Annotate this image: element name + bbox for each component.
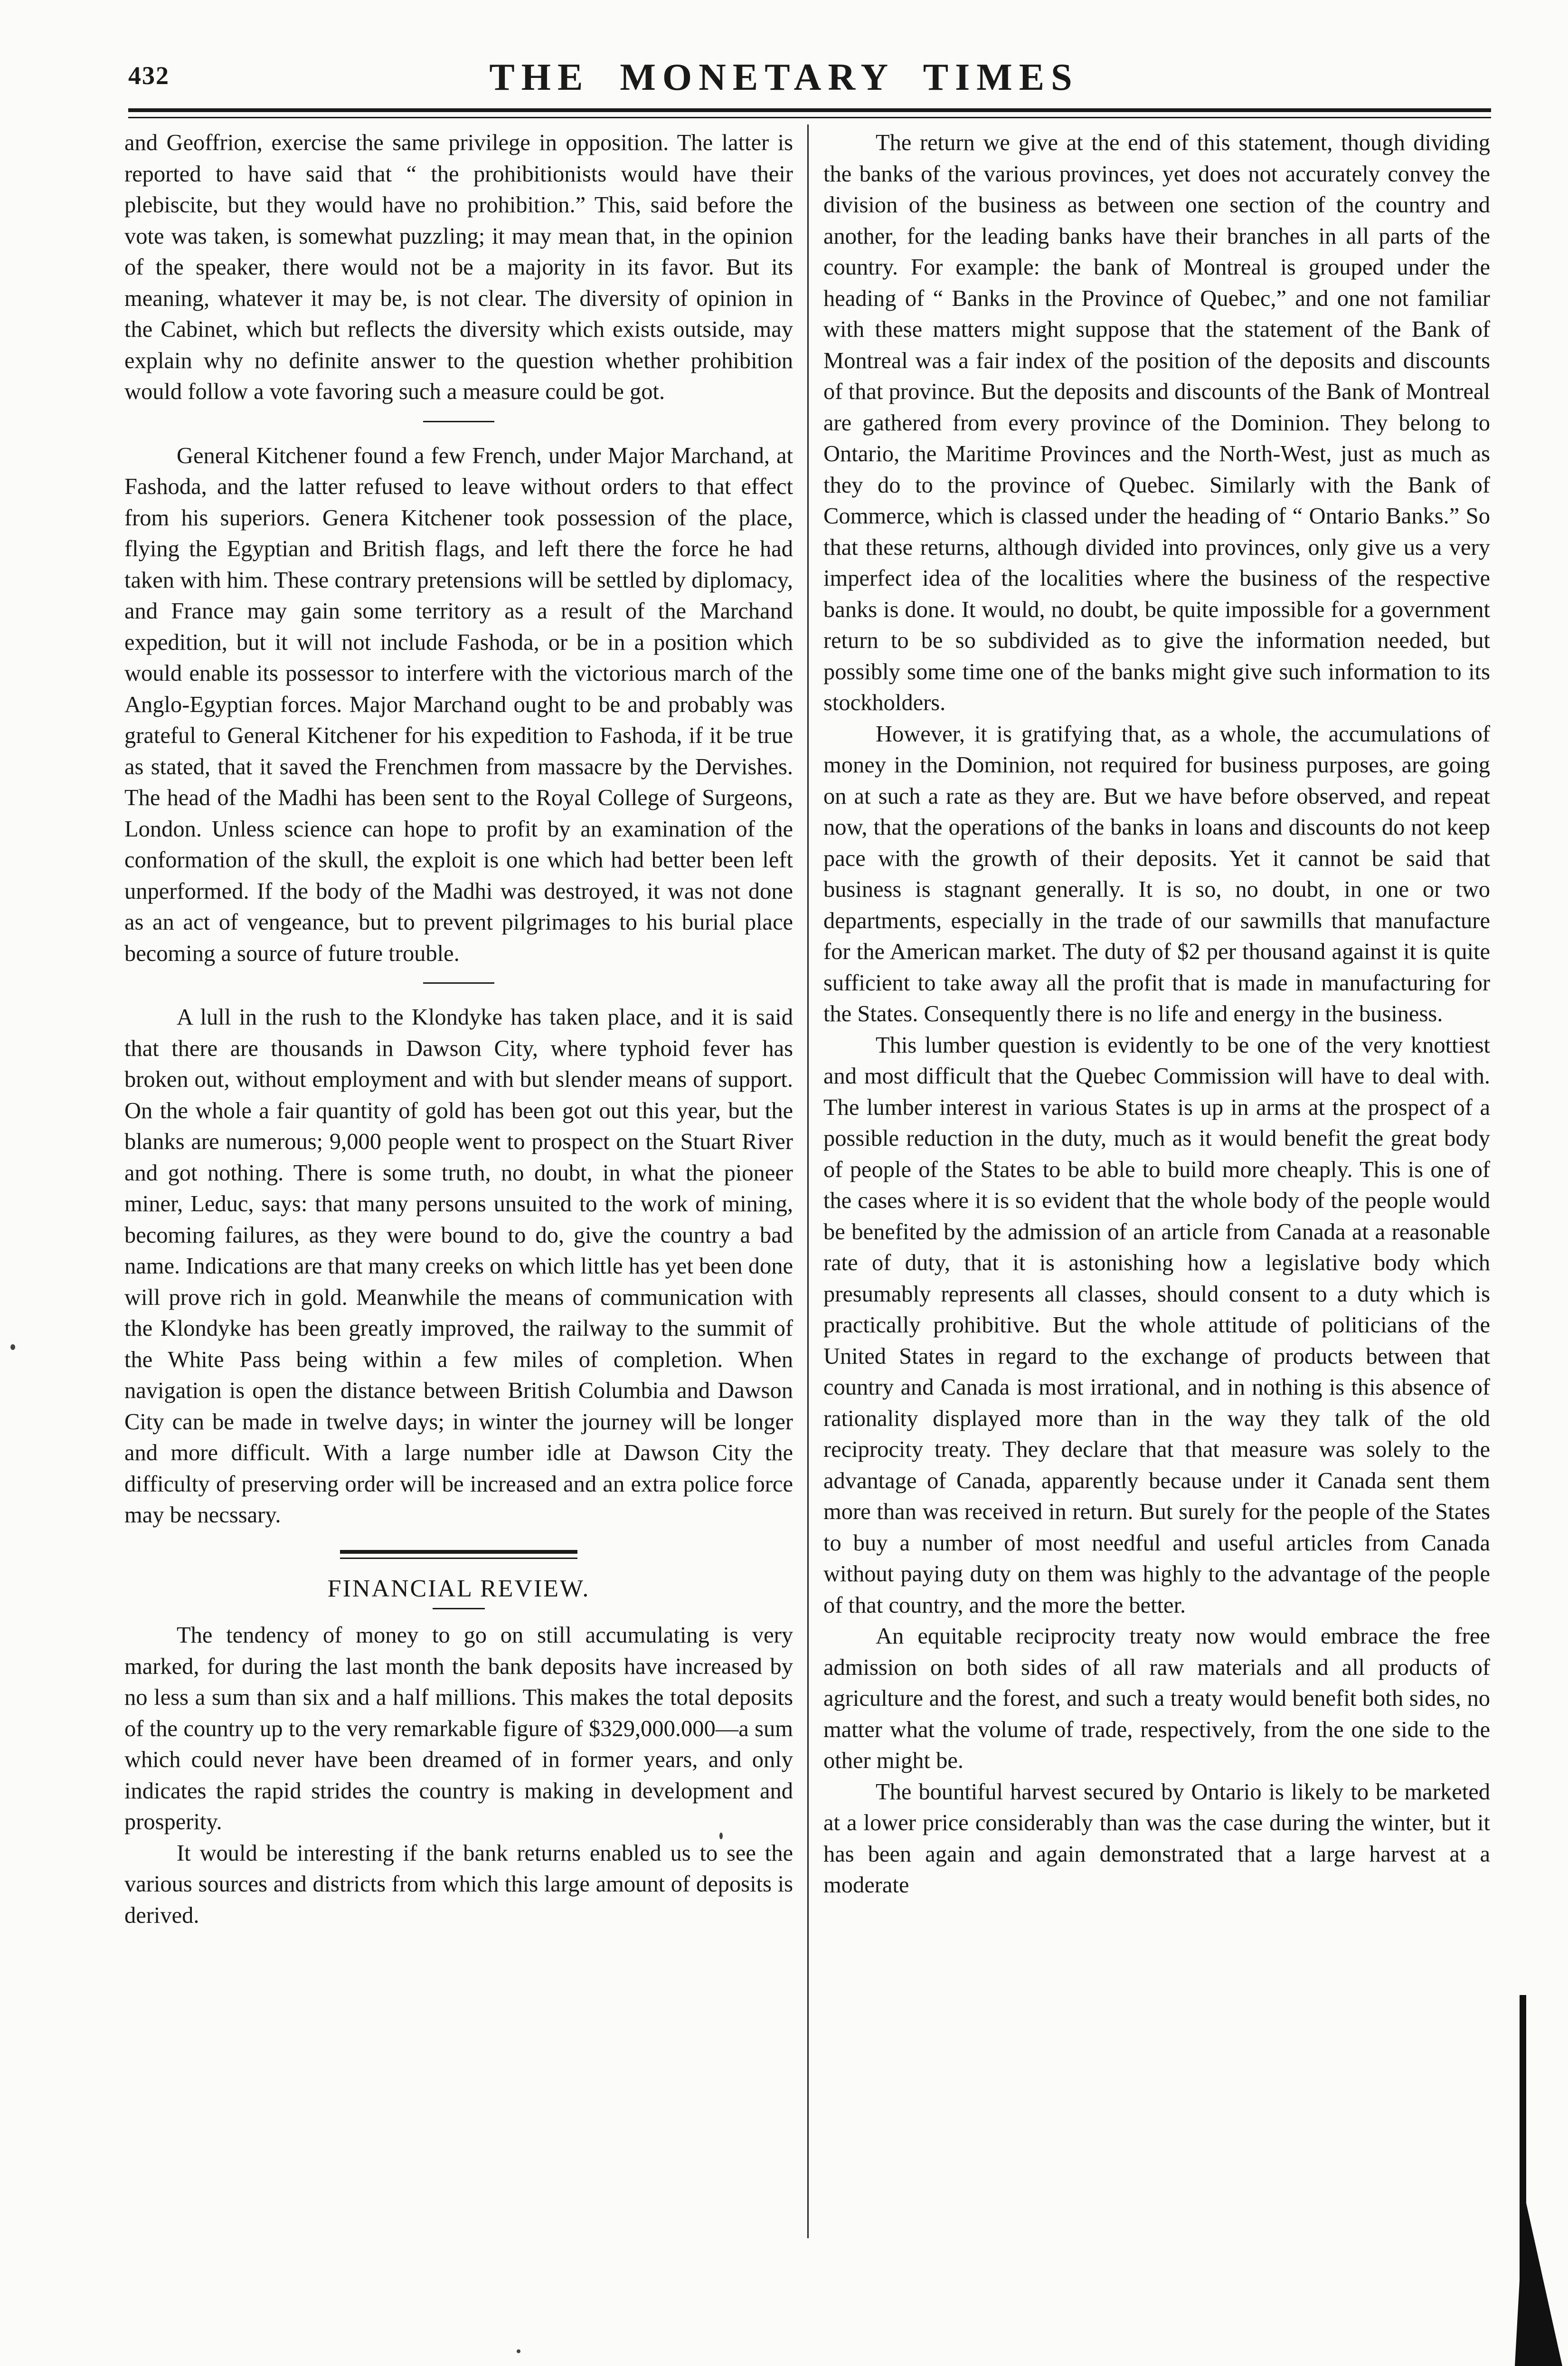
lumber-question-paragraph: This lumber question is evidently to be one of the very knottiest and most difficult that the Quebec Commission will have to deal with. The lumber interest in various States is up in arms at the prospect of a possible reduction in the duty, much as it would benefit the great body of people of the States to be able to build more cheaply. This is one of the cases where it is so evident that the whole body of the people would be benefited by the admission of an article from Canada at a reasonable rate of duty, that it is astonishing how a legislative body which presumably represents all classes, should consent to a duty which is practically prohibitive. But the whole attitude of politicians of the United States in regard to the exchange of products between that country and Canada is most irrational, and in nothing is this absence of rationality displayed more than in the way they talk of the old reciprocity treaty. They declare that that measure was solely to the advantage of Canada, apparently because under it Canada sent them more than was received in return. But surely for the people of the States to buy a number of most needful and useful articles from Canada without paying duty on them was highly to the advantage of the people of that country, and the more the better. (823, 1032, 1490, 1618)
financial-review-heading: FINANCIAL REVIEW. (327, 1575, 590, 1602)
section-divider (423, 421, 494, 422)
article-separator (340, 1550, 577, 1559)
article-prohibition-paragraph: and Geoffrion, exercise the same privilege in opposition. The latter is reported to have said that “ the prohibitionists would have their plebiscite, but they would have no prohibition.” This, said before the vote was taken, is somewhat puzzling; it may mean that, in the opinion of the speaker, there would not be a majority in its favor. But its meaning, whatever it may be, is not clear. The diversity of opinion in the Cabinet, which but reflects the diversity which exists outside, may explain why no definite answer to the question whether prohibition would follow a vote favoring such a measure could be got. (124, 130, 793, 404)
masthead-title: THE MONETARY TIMES (489, 57, 1079, 98)
financial-review-paragraph: It would be interesting if the bank returns enabled us to see the various sources and districts from which this large amount of deposits is derived. (124, 1840, 793, 1928)
reciprocity-paragraph: An equitable reciprocity treaty now would embrace the free admission on both sides of all raw materials and all products of agriculture and the forest, and such a treaty would benefit both sides, no matter what the volume of trade, respectively, from the one side to the other might be. (823, 1624, 1490, 1773)
section-divider (423, 982, 494, 984)
harvest-paragraph: The bountiful harvest secured by Ontario is likely to be marketed at a lower price considerably than was the case during the winter, but it has been again and again demonstrated that a large harvest at a moderate (823, 1779, 1490, 1898)
header-rule-thick (128, 108, 1491, 112)
binding-edge-shadow (1515, 2195, 1562, 2366)
article-klondyke-paragraph: A lull in the rush to the Klondyke has taken place, and it is said that there are thousands in Dawson City, where typhoid fever has broken out, without employment and with but slender means of support. On the whole a fair quantity of gold has been got out this year, but the blanks are numerous; 9,000 people went to prospect on the Stuart River and got nothing. There is some truth, no doubt, in what the pioneer miner, Leduc, says: that many persons unsuited to the work of mining, becoming failures, as they were bound to do, give the country a bad name. Indications are that many creeks on which little has yet been done will prove rich in gold. Meanwhile the means of communication with the Klondyke has been greatly improved, the railway to the summit of the White Pass being within a few miles of completion. When navigation is open the distance between British Columbia and Dawson City can be made in twelve days; in winter the journey will be longer and more difficult. With a large number idle at Dawson City the difficulty of preserving order will be increased and an extra police force may be necssary. (124, 1005, 793, 1528)
deposits-paragraph: However, it is gratifying that, as a whole, the accumulations of money in the Dominion, not required for business purposes, are going on at such a rate as they are. But we have before observed, and repeat now, that the operations of the banks in loans and discounts do not keep pace with the growth of their deposits. Yet it cannot be said that business is stagnant generally. It is so, no doubt, in one or two departments, especially in the trade of our sawmills that manufacture for the American market. The duty of $2 per thousand against it is quite sufficient to take away all the profit that is made in manufacturing for the States. Consequently there is no life and energy in the business. (823, 721, 1490, 1026)
print-speck (719, 1833, 723, 1839)
column-divider (807, 124, 809, 2238)
bank-returns-paragraph: The return we give at the end of this statement, though dividing the banks of the various provinces, yet does not accurately convey the division of the business as between one section of the country and another, for the leading banks have their branches in all parts of the country. For example: the bank of Montreal is grouped under the heading of “ Banks in the Province of Quebec,” and one not familiar with these matters might suppose that the statement of the Bank of Montreal was a fair index of the position of the deposits and discounts of that province. But the deposits and discounts of the Bank of Montreal are gathered from every province of the Dominion. They belong to Ontario, the Maritime Provinces and the North-West, just as much as they do to the province of Quebec. Similarly with the Bank of Commerce, which is classed under the heading of “ Ontario Banks.” So that these returns, although divided into provinces, only give us a very imperfect idea of the localities where the business of the respective banks is done. It would, no doubt, be quite impossible for a government return to be so subdivided as to give the information needed, but possibly some time one of the banks might give such information to its stockholders. (823, 130, 1490, 715)
left-column (124, 127, 793, 1931)
print-speck (517, 2349, 520, 2353)
right-column (823, 127, 1490, 1901)
financial-review-paragraph: The tendency of money to go on still accumulating is very marked, for during the last month the bank deposits have increased by no less a sum than six and a half millions. This makes the total deposits of the country up to the very remarkable figure of $329,000.000—a sum which could never have been dreamed of in former years, and only indicates the rapid strides the country is making in development and prosperity. (124, 1623, 793, 1834)
page-number: 432 (128, 61, 170, 90)
heading-underline (433, 1608, 485, 1609)
print-speck (10, 1344, 15, 1350)
article-kitchener-paragraph: General Kitchener found a few French, under Major Marchand, at Fashoda, and the latter refused to leave without orders to that effect from his superiors. Genera Kitchener took possession of the place, flying the Egyptian and British flags, and left there the force he had taken with him. These contrary pretensions will be settled by diplomacy, and France may gain some territory as a result of the Marchand expedition, but it will not include Fashoda, or be in a position which would enable its possessor to interfere with the victorious march of the Anglo-Egyptian forces. Major Marchand ought to be and probably was grateful to General Kitchener for his expedition to Fashoda, if it be true as stated, that it saved the Frenchmen from massacre by the Dervishes. The head of the Madhi has been sent to the Royal College of Surgeons, London. Unless science can hope to profit by an examination of the conformation of the skull, the exploit is one which had better been left unperformed. If the body of the Madhi was destroyed, it was not done as an act of vengeance, but to prevent pilgrimages to his burial place becoming a source of future trouble. (124, 443, 793, 966)
header-rule-thin (128, 117, 1491, 118)
